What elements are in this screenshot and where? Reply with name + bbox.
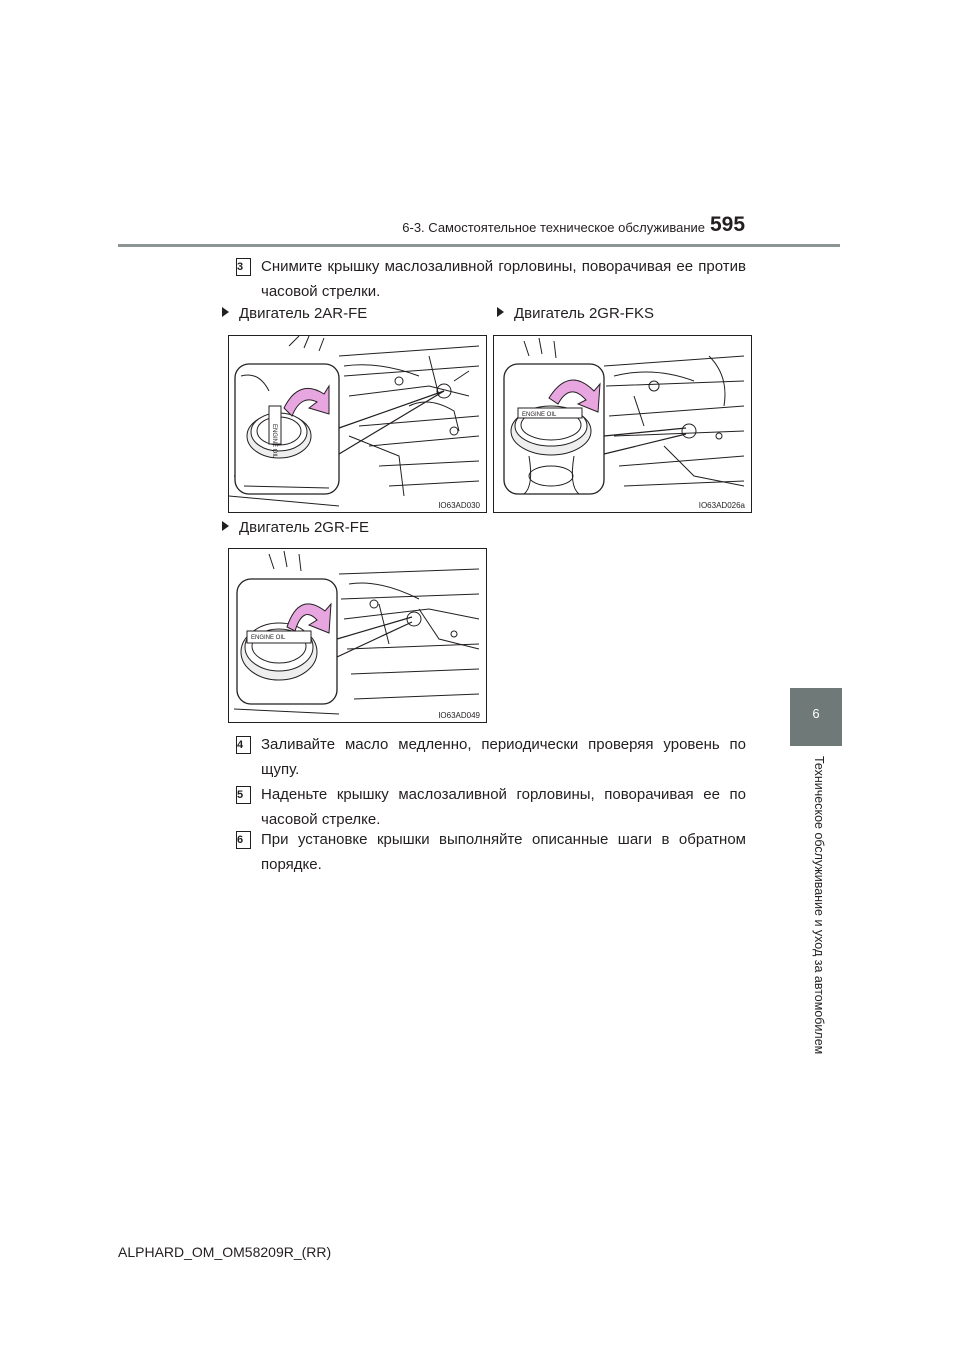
engine-label-2gr-fks: Двигатель 2GR-FKS [497,305,654,322]
step-6 [236,827,746,877]
step-3 [236,254,746,304]
chapter-tab [790,688,842,746]
page-number: 595 [710,213,746,236]
triangle-bullet-icon [222,307,229,317]
cap-label: ENGINE OIL [271,424,277,459]
engine-oil-cap-illustration [229,336,486,512]
cap-label: ENGINE OIL [251,635,286,641]
engine-oil-cap-illustration [494,336,751,512]
step-text: При установке крышки выполняйте описанные шаги в обратном порядке. [261,831,746,873]
step-4 [236,732,746,782]
header-divider [118,244,840,247]
figure-2ar-fe [228,335,487,513]
engine-label-2gr-fe: Двигатель 2GR-FE [222,519,369,536]
step-text: Заливайте масло медленно, периодически проверяя уровень по щупу. [261,736,746,778]
figure-code: IO63AD049 [438,711,480,720]
triangle-bullet-icon [222,521,229,531]
step-5 [236,782,746,832]
step-number-badge: 6 [236,831,251,849]
figure-2gr-fe [228,548,487,723]
cap-label: ENGINE OIL [522,412,557,418]
engine-oil-cap-illustration [229,549,486,722]
figure-2gr-fks [493,335,752,513]
document-code: ALPHARD_OM_OM58209R_(RR) [118,1244,332,1260]
triangle-bullet-icon [497,307,504,317]
step-number-badge: 4 [236,736,251,754]
running-header-section: 6-3. Самостоятельное техническое обслуживание [402,220,705,235]
figure-code: IO63AD026a [698,501,745,510]
figure-code: IO63AD030 [438,501,480,510]
step-text: Наденьте крышку маслозаливной горловины, поворачивая ее по часовой стрелке. [261,786,746,828]
step-number-badge: 3 [236,258,251,276]
step-number-badge: 5 [236,786,251,804]
chapter-number: 6 [812,706,820,721]
engine-label-2ar-fe: Двигатель 2AR-FE [222,305,367,322]
chapter-title: Техническое обслуживание и уход за автомобилем [812,756,826,1055]
step-text: Снимите крышку маслозаливной горловины, поворачивая ее против часовой стрелки. [261,258,746,300]
